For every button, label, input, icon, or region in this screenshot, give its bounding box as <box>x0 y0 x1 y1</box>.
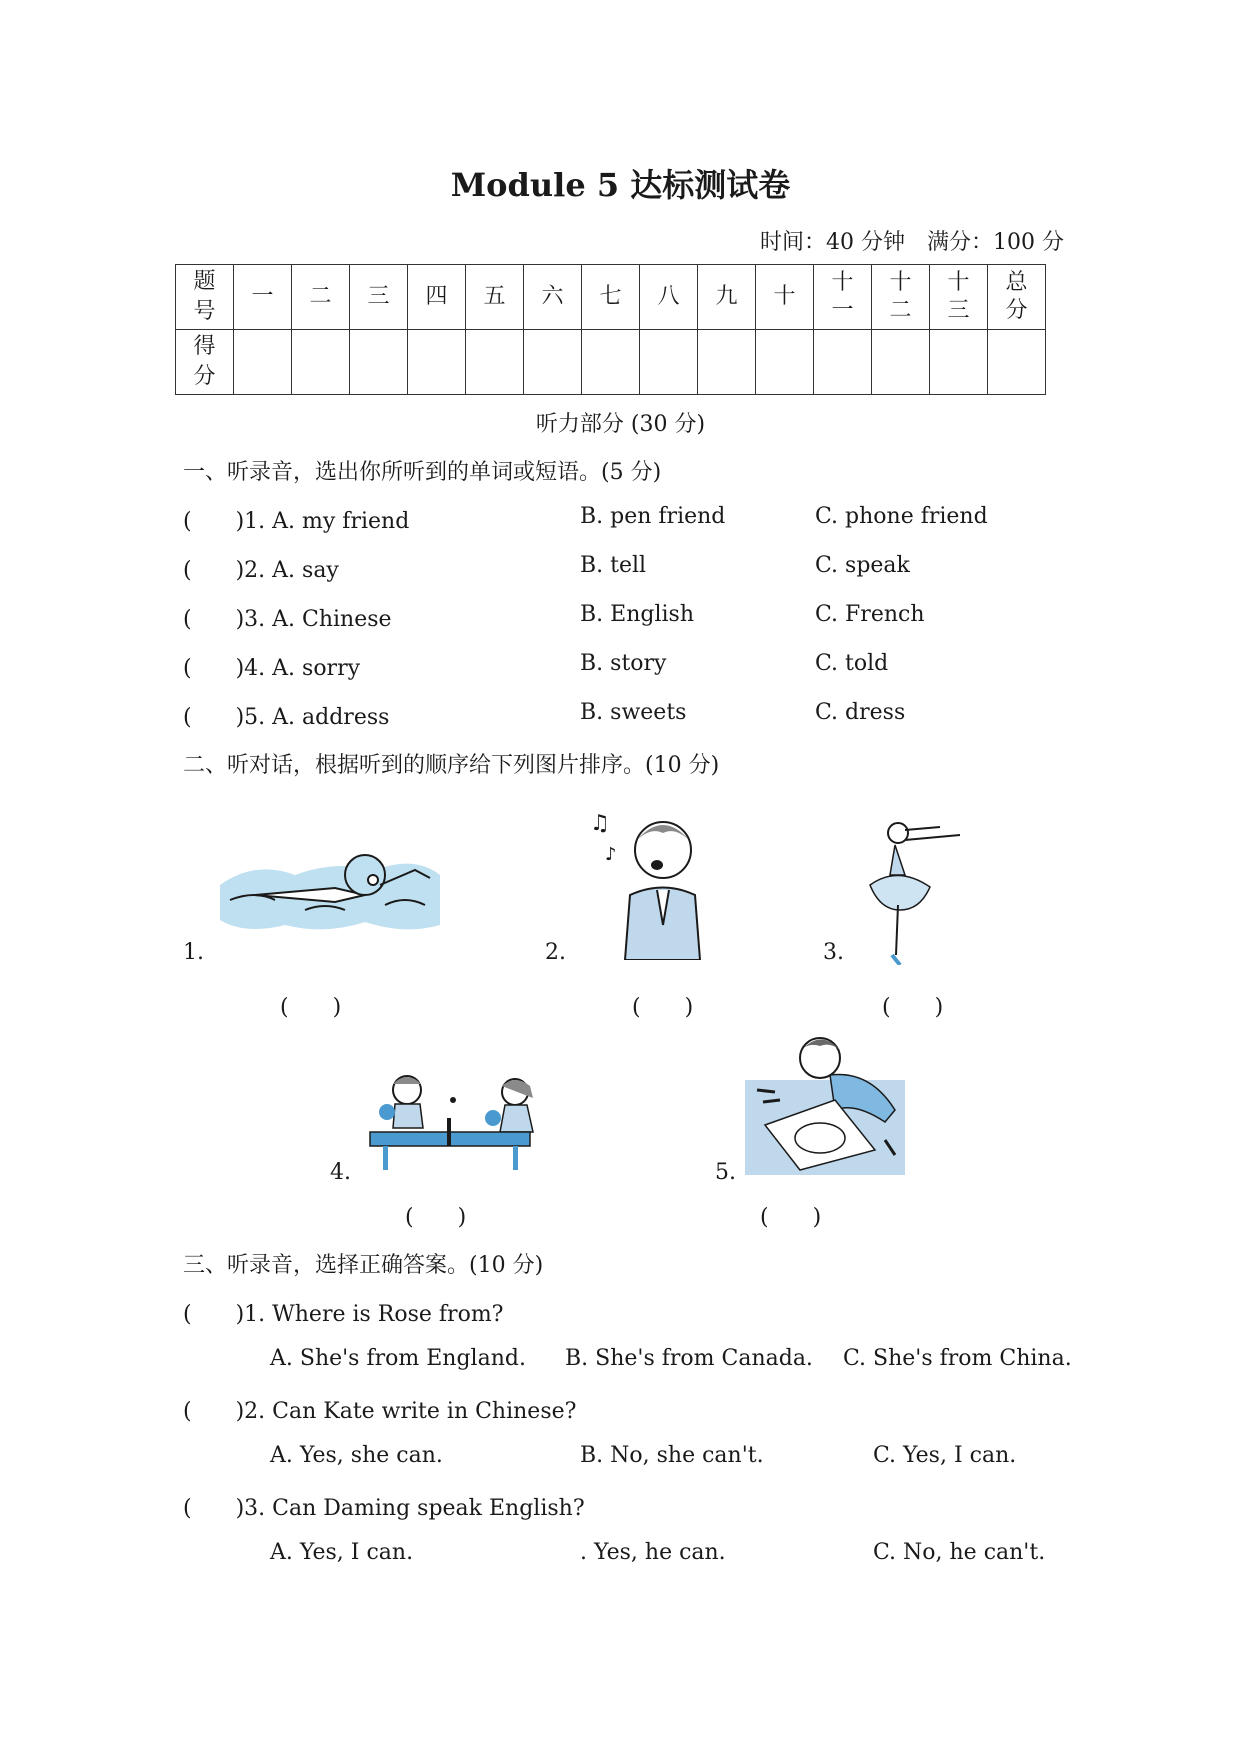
score-col: 五 <box>466 265 524 330</box>
score-col: 七 <box>582 265 640 330</box>
s3-q1-a: A. She's from England. <box>270 1346 526 1371</box>
s3-q1-c: C. She's from China. <box>843 1346 1072 1371</box>
score-cell[interactable] <box>524 330 582 395</box>
score-col: 四 <box>408 265 466 330</box>
s3-q2-c: C. Yes, I can. <box>873 1443 1017 1468</box>
section2-heading: 二、听对话，根据听到的顺序给下列图片排序。(10 分) <box>183 753 720 778</box>
pic1-answer-paren[interactable]: ( ) <box>280 995 342 1020</box>
score-cell[interactable] <box>234 330 292 395</box>
s1-q4-b: B. story <box>580 651 667 676</box>
score-cell[interactable] <box>872 330 930 395</box>
s1-q2: ( )2. A. say <box>183 558 339 583</box>
s3-q3: ( )3. Can Daming speak English? <box>183 1496 585 1521</box>
s1-q1: ( )1. A. my friend <box>183 509 410 534</box>
s1-q5-c: C. dress <box>815 700 906 725</box>
score-cell[interactable] <box>930 330 988 395</box>
score-cell[interactable] <box>756 330 814 395</box>
score-col: 十三 <box>930 265 988 330</box>
s1-q4-c: C. told <box>815 651 889 676</box>
s1-q3: ( )3. A. Chinese <box>183 607 392 632</box>
pic5-answer-paren[interactable]: ( ) <box>760 1205 822 1230</box>
listening-header: 听力部分 (30 分) <box>535 412 706 437</box>
singing-boy-icon <box>585 805 715 960</box>
pic3-answer-paren[interactable]: ( ) <box>882 995 944 1020</box>
score-col: 十 <box>756 265 814 330</box>
score-table-header-row <box>176 265 1046 330</box>
s1-q1-b: B. pen friend <box>580 504 726 529</box>
s1-q5-b: B. sweets <box>580 700 687 725</box>
score-cell[interactable] <box>698 330 756 395</box>
s3-q3-b: . Yes, he can. <box>580 1540 726 1565</box>
pic2-number: 2. <box>545 940 566 965</box>
score-col: 九 <box>698 265 756 330</box>
score-table-row-label: 得分 <box>176 330 234 395</box>
score-cell[interactable] <box>988 330 1046 395</box>
ballet-dancer-icon <box>850 815 970 965</box>
score-col: 八 <box>640 265 698 330</box>
s1-q2-c: C. speak <box>815 553 910 578</box>
svg-text:♫: ♫ <box>590 811 610 836</box>
score-col: 一 <box>234 265 292 330</box>
score-table <box>175 264 1046 395</box>
drawing-boy-icon <box>745 1030 905 1175</box>
s3-q3-a: A. Yes, I can. <box>270 1540 414 1565</box>
score-col: 六 <box>524 265 582 330</box>
section1-heading: 一、听录音，选出你所听到的单词或短语。(5 分) <box>183 460 662 485</box>
swimming-girl-icon <box>215 840 445 940</box>
s1-q1-c: C. phone friend <box>815 504 988 529</box>
pic4-answer-paren[interactable]: ( ) <box>405 1205 467 1230</box>
section3-heading: 三、听录音，选择正确答案。(10 分) <box>183 1253 544 1278</box>
score-cell[interactable] <box>350 330 408 395</box>
score-col: 十二 <box>872 265 930 330</box>
score-cell[interactable] <box>582 330 640 395</box>
s1-q2-b: B. tell <box>580 553 647 578</box>
score-cell[interactable] <box>292 330 350 395</box>
score-cell[interactable] <box>466 330 524 395</box>
score-table-header-label: 题号 <box>176 265 234 330</box>
s3-q1-b: B. She's from Canada. <box>565 1346 813 1371</box>
pic1-number: 1. <box>183 940 204 965</box>
page-title: Module 5 达标测试卷 <box>450 166 791 204</box>
table-tennis-icon <box>365 1070 565 1175</box>
s3-q2-a: A. Yes, she can. <box>270 1443 443 1468</box>
score-table-score-row <box>176 330 1046 395</box>
s1-q4: ( )4. A. sorry <box>183 656 361 681</box>
s1-q5: ( )5. A. address <box>183 705 390 730</box>
score-cell[interactable] <box>640 330 698 395</box>
pic2-answer-paren[interactable]: ( ) <box>632 995 694 1020</box>
pic4-number: 4. <box>330 1160 351 1185</box>
score-cell[interactable] <box>814 330 872 395</box>
score-col: 总分 <box>988 265 1046 330</box>
exam-meta: 时间：40 分钟 满分：100 分 <box>760 230 1064 255</box>
score-col: 三 <box>350 265 408 330</box>
s3-q2: ( )2. Can Kate write in Chinese? <box>183 1399 577 1424</box>
s1-q3-c: C. French <box>815 602 925 627</box>
score-col: 十一 <box>814 265 872 330</box>
svg-text:♪: ♪ <box>605 844 617 865</box>
s3-q3-c: C. No, he can't. <box>873 1540 1046 1565</box>
score-col: 二 <box>292 265 350 330</box>
score-cell[interactable] <box>408 330 466 395</box>
pic5-number: 5. <box>715 1160 736 1185</box>
s3-q2-b: B. No, she can't. <box>580 1443 764 1468</box>
s1-q3-b: B. English <box>580 602 694 627</box>
s3-q1: ( )1. Where is Rose from? <box>183 1302 504 1327</box>
pic3-number: 3. <box>823 940 844 965</box>
